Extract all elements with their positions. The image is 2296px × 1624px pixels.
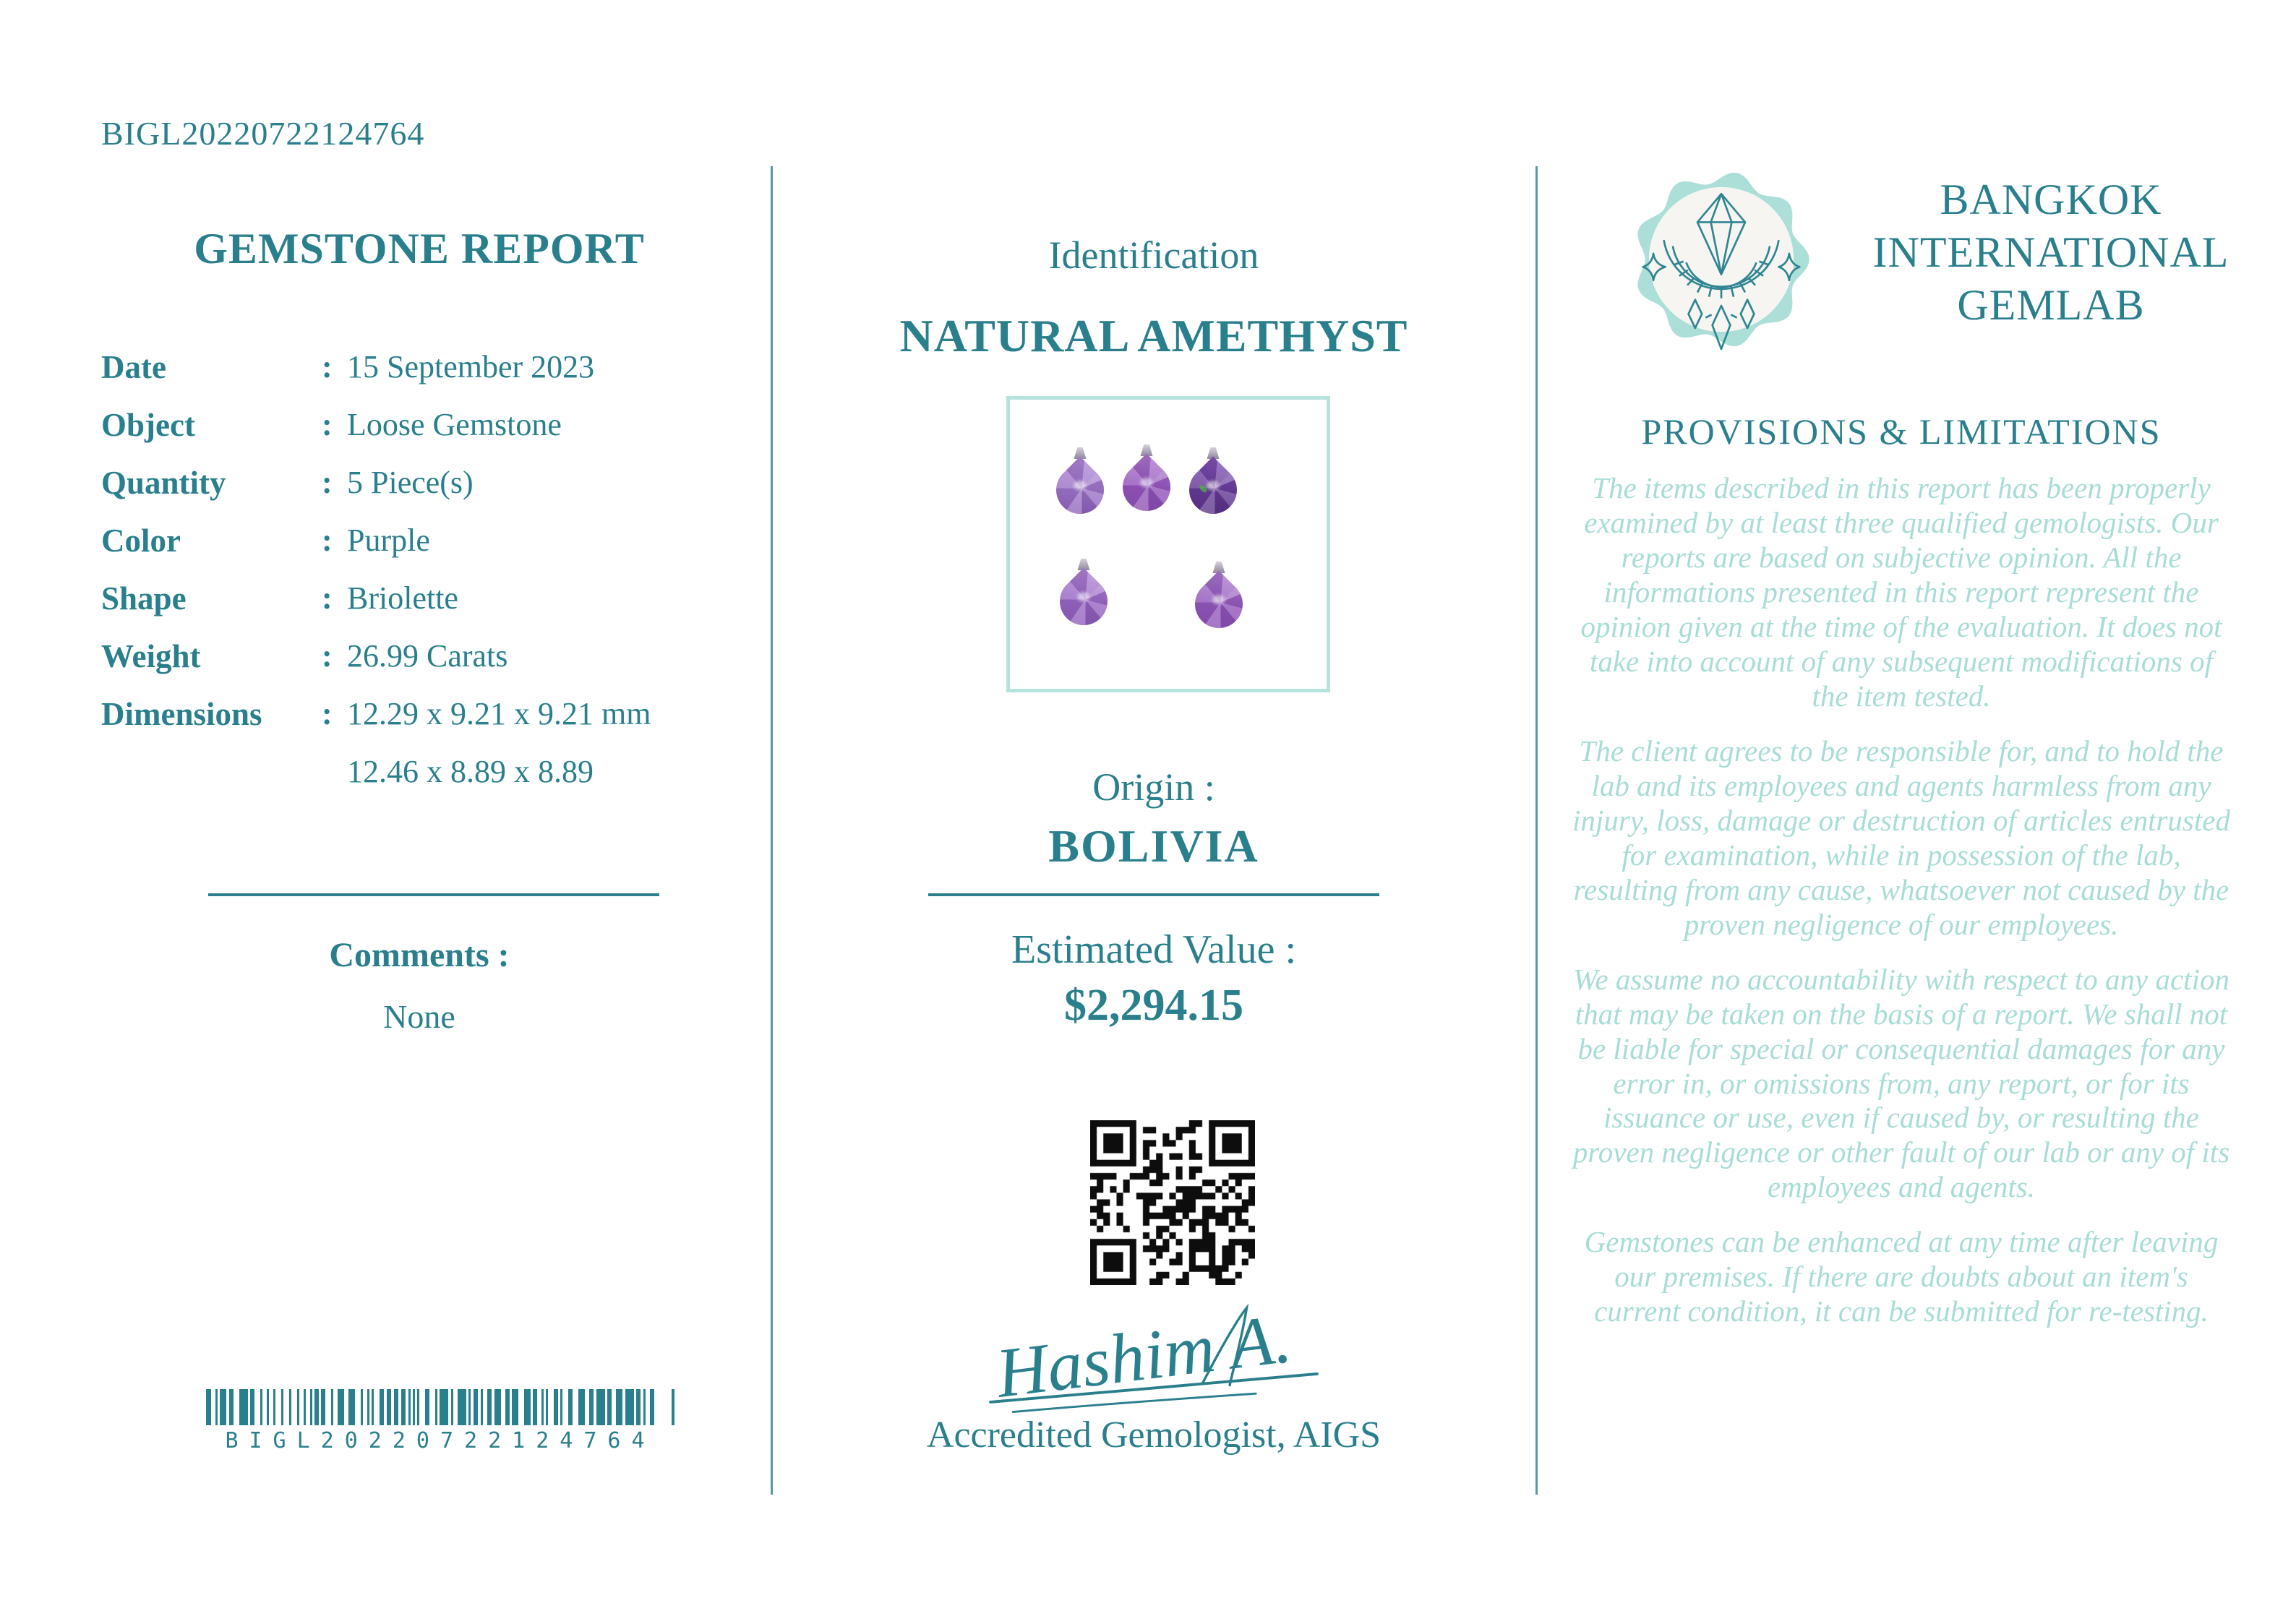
- column-divider-right: [1535, 166, 1538, 1495]
- field-value: 5 Piece(s): [347, 465, 474, 500]
- value-divider: [928, 893, 1379, 896]
- field-label: Weight: [101, 638, 201, 674]
- field-label: Date: [101, 349, 166, 385]
- provisions-paragraphs: [1569, 471, 2234, 1349]
- gemologist-signature: [966, 1292, 1342, 1426]
- field-colon: :: [322, 349, 333, 384]
- field-colon: :: [322, 407, 333, 442]
- field-value: 26.99 Carats: [347, 638, 508, 674]
- comments-label: Comments :: [329, 936, 510, 974]
- field-value: 15 September 2023: [347, 349, 595, 384]
- gemstone-photo: [1006, 396, 1330, 692]
- origin-value: BOLIVIA: [1048, 820, 1259, 872]
- report-serial-number: BIGL20220722124764: [101, 115, 425, 152]
- field-label: Quantity: [101, 465, 226, 501]
- signature-name: Hashim A.: [992, 1299, 1295, 1413]
- report-fields-table: [101, 338, 737, 801]
- dimensions-line-2: 12.46 x 8.89 x 8.89: [347, 754, 594, 789]
- identification-heading: Identification: [1048, 233, 1259, 277]
- field-label: Dimensions: [101, 696, 262, 732]
- lab-name-line: GEMLAB: [1957, 281, 2145, 329]
- gemlab-logo: [1628, 158, 1815, 360]
- barcode-text: BIGL20220722124764: [225, 1428, 656, 1453]
- field-colon: :: [322, 465, 333, 500]
- gem-drop: [1050, 567, 1117, 635]
- lab-name-line: BANGKOK: [1940, 176, 2162, 223]
- field-value: Loose Gemstone: [347, 407, 562, 442]
- qr-code: [1090, 1120, 1255, 1285]
- estimated-value: $2,294.15: [1064, 981, 1243, 1030]
- provision-paragraph: The items described in this report has been properly examined by at least three qualified gemologists. Our reports are based on subjective opinion. All the informations presented in this report represent the opinion given at the time of the evaluation. It does not take into account of any subsequent modifications of the item tested.: [1580, 471, 2222, 713]
- gem-briolette-3: [1179, 447, 1247, 524]
- column-divider-left: [771, 166, 773, 1495]
- lab-name: [1845, 173, 2257, 332]
- field-colon: :: [322, 523, 333, 558]
- provision-paragraph: We assume no accountability with respect to any action that may be taken on the basis of a report. We shall not be liable for special or consequential damages for any error in, or omissions from, any report, or for its issuance or use, even if caused by, or resulting the proven negligence or other fault of our lab or any of its employees and agents.: [1572, 962, 2230, 1204]
- gem-drop: [1113, 453, 1180, 520]
- gem-briolette-5: [1185, 562, 1253, 638]
- lab-name-line: INTERNATIONAL: [1872, 228, 2229, 276]
- gem-name: NATURAL AMETHYST: [899, 310, 1408, 361]
- field-value: Purple: [347, 523, 430, 558]
- dimensions-line-1: 12.29 x 9.21 x 9.21 mm: [347, 696, 651, 731]
- origin-label: Origin :: [1092, 765, 1215, 809]
- gem-drop: [1179, 456, 1246, 523]
- provision-paragraph: The client agrees to be responsible for, and to hold the lab and its employees and agents harmless from any injury, loss, damage or destruction of articles entrusted for examination, while in possession of the lab, resulting from any cause, whatsoever not caused by the proven negligence of our employees.: [1572, 734, 2230, 941]
- provision-paragraph: Gemstones can be enhanced at any time after leaving our premises. If there are doubts about an item's current condition, it can be submitted for re-testing.: [1584, 1225, 2219, 1328]
- gem-briolette-4: [1050, 559, 1118, 635]
- gem-briolette-1: [1046, 447, 1114, 524]
- report-title: GEMSTONE REPORT: [194, 225, 645, 272]
- field-label: Color: [101, 523, 181, 559]
- field-label: Object: [101, 407, 195, 443]
- gem-drop: [1185, 570, 1252, 637]
- field-colon: :: [322, 696, 333, 731]
- gem-briolette-2: [1113, 444, 1181, 521]
- field-colon: :: [322, 638, 333, 674]
- comments-divider: [208, 893, 659, 896]
- signatory-title: Accredited Gemologist, AIGS: [926, 1414, 1382, 1456]
- field-value: Briolette: [347, 580, 458, 616]
- estimated-value-label: Estimated Value :: [1011, 927, 1296, 972]
- gem-drop: [1046, 456, 1113, 523]
- provisions-heading: PROVISIONS & LIMITATIONS: [1641, 411, 2162, 452]
- field-value: [347, 685, 737, 801]
- field-label: Shape: [101, 580, 187, 616]
- serial-barcode: [206, 1389, 674, 1425]
- field-colon: :: [322, 580, 333, 616]
- comments-value: None: [383, 998, 455, 1035]
